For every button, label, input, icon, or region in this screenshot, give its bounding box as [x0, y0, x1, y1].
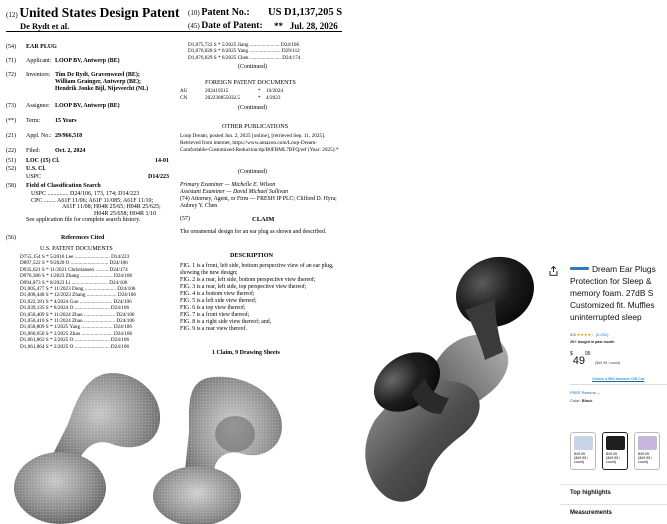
color-label-row: Color: Black	[570, 398, 593, 403]
free-returns-link[interactable]: FREE Returns ⌄	[570, 390, 601, 395]
attorney: (74) Attorney, Agent, or Firm — FRESH IP PLC; Clifford D. Hyra; Aubrey Y. Chen	[180, 196, 337, 209]
price: $^{\$}49^{95}$ ($49.95 / count)	[570, 351, 621, 367]
product-photo	[345, 0, 560, 524]
us-doc-row: D1,039,135 S * 8/2024 O ........................... D24/106	[20, 305, 130, 312]
patent-date: Jul. 28, 2026	[289, 21, 338, 31]
us-doc-row: D1,061,864 S * 2/2025 O ........................... D24/106	[20, 343, 130, 350]
description-item: FIG. 8 is a right side view thereof; and,	[180, 319, 272, 325]
patent-no-label: Patent No.:	[201, 7, 250, 18]
foreign-doc-c: CN	[180, 95, 188, 101]
description-item: FIG. 3 is a rear, left side, top perspective view thereof;	[180, 284, 307, 290]
tag-12: (12)	[6, 11, 18, 19]
us-doc-row: D1,005,477 S * 11/2023 Dong ........................ D24/106	[20, 286, 136, 292]
patent-title: United States Design Patent	[19, 5, 180, 20]
earplug-figure-front	[12, 360, 167, 524]
inventors-short: De Rydt et al.	[20, 21, 70, 31]
description-item: FIG. 6 is a top view thereof;	[180, 305, 246, 311]
patent-number: US D1,137,205 S	[268, 7, 343, 18]
color-swatch[interactable]	[634, 432, 660, 470]
foreign-doc-no: 202419515	[205, 88, 229, 94]
other-publication: Loop Dream, posted Jun. 2, 2025 [online], [retrieved Sep. 11, 2025]. Retrieved from internet, https://www.amazon.com/Loop-Dream-Comfortable-Customized-Reduction/dp/B0FBML7BFQ/ref (Year: 2025).*	[180, 133, 339, 153]
earplug-figure-rear	[145, 370, 295, 524]
patent-header	[6, 4, 342, 32]
rating-value: 3.8	[570, 332, 576, 337]
swatch-price-value: $49.95	[606, 452, 617, 456]
swatch-thumbnail	[574, 436, 593, 450]
description-item: FIG. 4 is a bottom view thereof;	[180, 291, 255, 297]
product-title-line2[interactable]: Protection for Sleep &	[570, 276, 652, 286]
swatch-unit: count)	[574, 460, 584, 464]
us-doc-row: D755,154 S * 5/2016 Lee ........................... D14/223	[20, 254, 130, 260]
measurements-heading[interactable]: Measurements	[570, 510, 613, 516]
us-doc-row: D1,075,722 S * 5/2025 Jiang ....................... D24/106	[188, 42, 300, 48]
date-stars: **	[274, 21, 283, 31]
us-doc-row: D1,061,863 S * 2/2025 O ........................... D24/106	[20, 337, 130, 344]
color-swatch[interactable]	[602, 432, 628, 470]
foreign-doc-s: *	[258, 95, 261, 101]
primary-examiner: Primary Examiner — Michelle E. Wilson	[180, 182, 276, 188]
us-doc-row: D1,058,809 S * 1/2025 Yang ........................ D24/106	[20, 324, 132, 331]
divider	[570, 384, 667, 385]
assistant-examiner: Assistant Examiner — David Michael Sullivan	[180, 189, 289, 195]
us-docs-heading: U.S. PATENT DOCUMENTS	[40, 246, 113, 252]
us-doc-row: D1,050,410 S * 11/2024 Zhao ........................ D24/106	[20, 318, 135, 324]
us-doc-row: D1,076,028 S * 6/2025 Yang ........................ D29/112	[188, 48, 300, 55]
description-item: FIG. 5 is a left side view thereof;	[180, 298, 257, 304]
product-title-line5[interactable]: uninterrupted sleep	[570, 312, 642, 322]
date-label: Date of Patent:	[201, 21, 263, 31]
chevron-down-icon: ⌄	[596, 390, 601, 395]
description-item: FIG. 7 is a front view thereof;	[180, 312, 250, 318]
us-doc-row: D935,621 S * 11/2021 Christiansen .......... D24/174	[20, 266, 128, 273]
earplug-photo	[345, 0, 560, 524]
description-item: FIG. 9 is a rear view thereof.	[180, 326, 247, 332]
review-count: (2,291)	[595, 332, 609, 337]
us-doc-row: D1,022,181 S * 4/2024 Guo ......................... D24/106	[20, 298, 132, 305]
swatch-price	[638, 452, 652, 464]
share-icon[interactable]	[549, 266, 558, 276]
foreign-doc-s: *	[258, 88, 261, 94]
other-pub-heading: OTHER PUBLICATIONS	[222, 123, 289, 130]
us-doc-row: D994,873 S * 8/2023 Li ............................ D24/106	[20, 279, 128, 286]
product-title-line4[interactable]: Customized fit. Muffles	[570, 300, 655, 310]
swatch-unit: ($49.95 /	[606, 456, 621, 460]
swatch-price	[606, 452, 620, 464]
us-doc-row: D976,386 S * 1/2023 Zhang ......................... D24/106	[20, 273, 133, 280]
rating-stars-icon: ★★★★☆	[576, 332, 595, 337]
swatch-unit: count)	[638, 460, 648, 464]
description-item: FIG. 1 is a front, left side, bottom perspective view of an ear plug, showing the new design;	[180, 263, 334, 276]
continued-3: (Continued)	[238, 169, 267, 175]
swatch-price-value: $49.95	[574, 452, 585, 456]
claim-text: The ornamental design for an ear plug as shown and described.	[180, 229, 327, 235]
swatch-unit: ($49.95 /	[638, 456, 653, 460]
product-listing-panel	[560, 260, 667, 524]
top-highlights-heading[interactable]: Top highlights	[570, 490, 611, 496]
brand-logo[interactable]	[570, 267, 589, 270]
claims-sheets: 1 Claim, 9 Drawing Sheets	[212, 350, 280, 356]
patent-document: (12) United States Design Patent De Rydt et al. (10) Patent No.: US D1,137,205 S (45) Date of Patent: ** Jul. 28, 2026 (54) EAR PLUG (71) Applicant: LOOP BV, Antwerp (BE) (72) Inventors: Tim De Rydt, Gravenwezel (BE); William Grainger, Antwerp (BE); Hendrik Jonke Bijl, Nijeveecht (NL) (73) Assignee: LOOP BV, Antwerp (BE) (**) Term: 15 Years (21) Appl. No.: 29/966,518 (22) Filed: Oct. 2, 2024 (51) LOC (15) Cl. 14-01 (52) U.S. Cl. USPC D14/223 (58) Field of Classification Search USPC .............. D24/106, 173, 174; D14/223 CPC ........ A61F 11/06; A61F 11/085; A61F 11/10; A61F 11/08; H04R 25/65; H04R 25/625; H04R 25/658; H04R 1/10 See application file for complete search history. (56) References Cited U.S. PATENT DOCUMENTS D755,154 S * 5/2016 Lee ........................... D14/223 D897,522 S * 9/2020 O ............................. D24/106 D935,621 S * 11/2021 Christiansen .......... D24/174 D976,386 S * 1/2023 Zhang ......................... D24/106 D994,873 S * 8/2023 Li ............................ D24/106 D1,005,477 S * 11/2023 Dong ........................ D24/106 D1,008,448 S * 12/2023 Zhang ....................... D24/106 D1,022,181 S * 4/2024 Guo ......................... D24/106 D1,039,135 S * 8/2024 O ........................... D24/106 D1,050,409 S * 11/2024 Zhao ........................ D24/106 D1,050,410 S * 11/2024 Zhao ........................ D24/106 D1,058,809 S * 1/2025 Yang ........................ D24/106 D1,060,650 S * 2/2025 Zhao ........................ D24/106 D1,061,863 S * 2/2025 O ........................... D24/106 D1,061,864 S * 2/2025 O ........................... D24/106 D1,075,722 S * 5/2025 Jiang ....................... D24/106 D1,076,028 S * 6/2025 Yang ........................ D29/112 D1,076,029 S * 6/2025 Chen ........................ D24/174 (Continued) FOREIGN PATENT DOCUMENTS AU 202419515 * 10/2024 CN 202230855032.5 * 4/2023 (Continued) OTHER PUBLICATIONS Loop Dream, posted Jun. 2, 2025 [online], [retrieved Sep. 11, 2025]. Retrieved from internet, https://www.amazon.com/Loop-Dream-Comfortable-Customized-Reduction/dp/B0FBML7BFQ/ref (Year: 2025).* (Continued) Primary Examiner — Michelle E. Wilson Assistant Examiner — David Michael Sullivan (74) Attorney, Agent, or Firm — FRESH IP PLC; Clifford D. Hyra; Aubrey Y. Chen (57) CLAIM The ornamental design for an ear plug as shown and described. DESCRIPTION FIG. 1 is a front, left side, bottom perspective view of an ear plug, showing the new design; FIG. 2 is a rear, left side, bottom perspective view thereof; FIG. 3 is a rear, left side, top perspective view thereof; FIG. 4 is a bottom view thereof; FIG. 5 is a left side view thereof; FIG. 6 is a top view thereof; FIG. 7 is a front view thereof; FIG. 8 is a right side view thereof; and, FIG. 9 is a rear view thereof. 1 Claim, 9 Drawing Sheets	[0, 0, 345, 524]
swatch-thumbnail	[638, 436, 657, 450]
foreign-doc-d: 10/2024	[266, 88, 284, 94]
us-doc-row: D1,060,650 S * 2/2025 Zhao ........................ D24/106	[20, 330, 133, 337]
continued-1: (Continued)	[238, 64, 267, 70]
color-swatch[interactable]	[570, 432, 596, 470]
foreign-heading: FOREIGN PATENT DOCUMENTS	[205, 79, 296, 86]
divider	[560, 484, 667, 485]
continued-2: (Continued)	[238, 105, 267, 111]
us-doc-row: D897,522 S * 9/2020 O ............................. D24/106	[20, 260, 128, 267]
gift-card-link[interactable]: Unlock a $50 Amazon Gift Car	[592, 376, 645, 381]
foreign-doc-c: AU	[180, 88, 188, 94]
product-title-line1[interactable]: Dream Ear Plugs	[592, 264, 656, 274]
rating-row[interactable]	[570, 332, 608, 337]
product-title-line3[interactable]: memory foam. 27dB S	[570, 288, 654, 298]
tag-45: (45)	[188, 22, 200, 30]
foreign-doc-d: 4/2023	[266, 95, 281, 101]
swatch-unit: count)	[606, 460, 616, 464]
swatch-unit: ($49.95 /	[574, 456, 589, 460]
swatch-price	[574, 452, 588, 464]
us-doc-row: D1,008,448 S * 12/2023 Zhang ....................... D24/106	[20, 292, 136, 299]
foreign-doc-no: 202230855032.5	[205, 95, 241, 101]
description-item: FIG. 2 is a rear, left side, bottom perspective view thereof;	[180, 277, 316, 283]
divider	[560, 504, 667, 505]
description-heading: DESCRIPTION	[230, 252, 273, 259]
bought-count: 2K+ bought in past month	[570, 340, 615, 344]
us-doc-row: D1,050,409 S * 11/2024 Zhao ........................ D24/106	[20, 311, 135, 318]
swatch-price-value: $49.95	[638, 452, 649, 456]
swatch-thumbnail	[606, 436, 625, 450]
us-doc-row: D1,076,029 S * 6/2025 Chen ........................ D24/174	[188, 54, 301, 61]
tag-10: (10)	[188, 9, 200, 17]
